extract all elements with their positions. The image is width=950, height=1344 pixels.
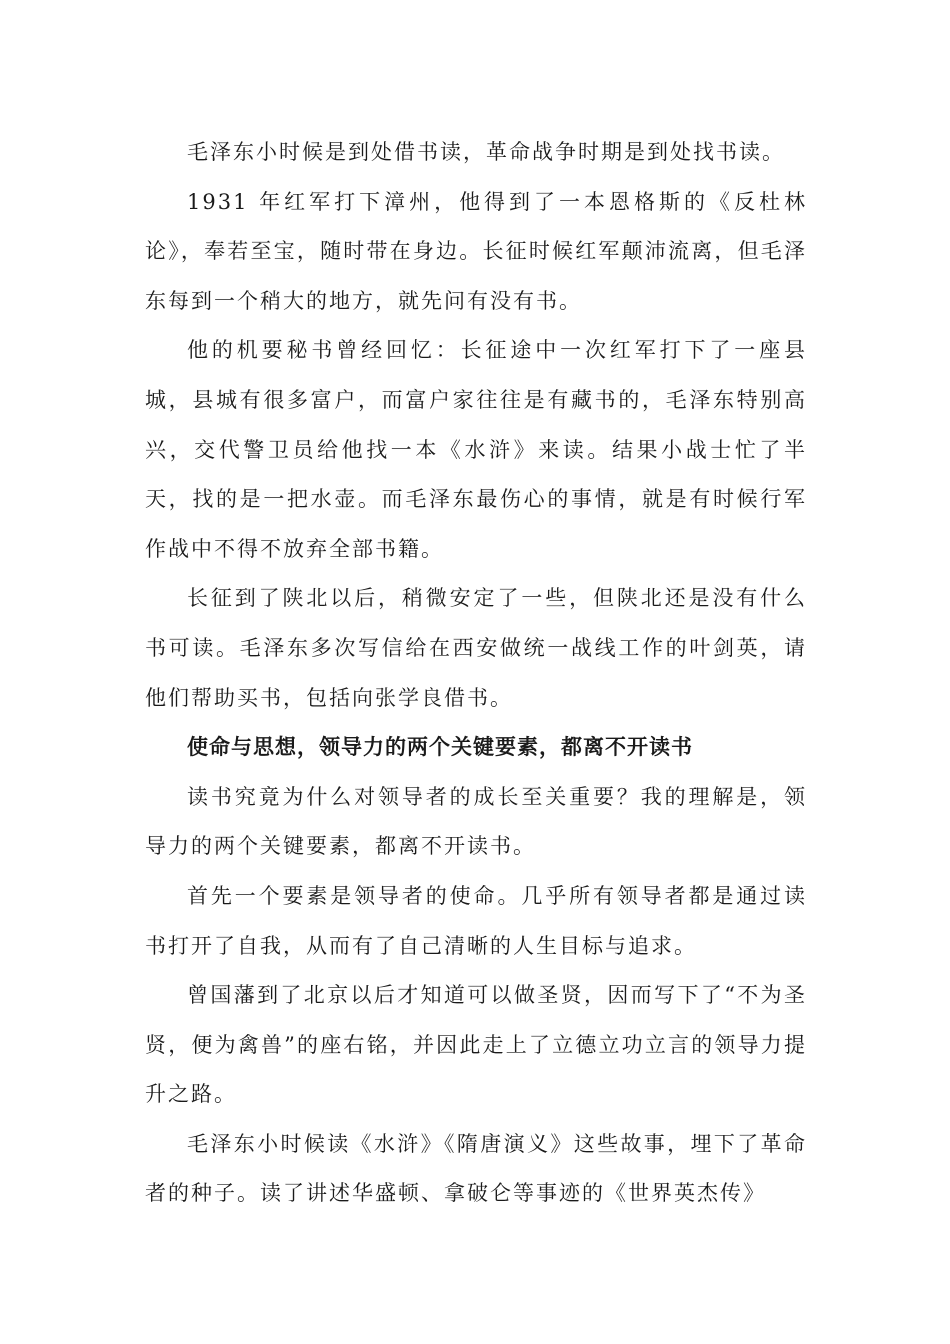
paragraph-3: 他的机要秘书曾经回忆：长征途中一次红军打下了一座县城，县城有很多富户，而富户家往往是有藏书的，毛泽东特别高兴，交代警卫员给他找一本《水浒》来读。结果小战士忙了半天，找的是一把水壶。而毛泽东最伤心的事情，就是有时候行军作战中不得不放弃全部书籍。 [145, 338, 807, 561]
paragraph-7: 曾国藩到了北京以后才知道可以做圣贤，因而写下了“不为圣贤，便为禽兽”的座右铭，并因此走上了立德立功立言的领导力提升之路。 [145, 983, 807, 1107]
paragraph-5: 读书究竟为什么对领导者的成长至关重要？我的理解是，领导力的两个关键要素，都离不开读书。 [145, 784, 807, 859]
paragraph-2: 1931 年红军打下漳州，他得到了一本恩格斯的《反杜林论》，奉若至宝，随时带在身边。长征时候红军颠沛流离，但毛泽东每到一个稍大的地方，就先问有没有书。 [145, 189, 807, 313]
paragraph-6: 首先一个要素是领导者的使命。几乎所有领导者都是通过读书打开了自我，从而有了自己清晰的人生目标与追求。 [145, 883, 807, 958]
paragraph-1: 毛泽东小时候是到处借书读，革命战争时期是到处找书读。 [187, 140, 785, 164]
section-heading: 使命与思想，领导力的两个关键要素，都离不开读书 [187, 735, 693, 760]
paragraph-4: 长征到了陕北以后，稍微安定了一些，但陕北还是没有什么书可读。毛泽东多次写信给在西安做统一战线工作的叶剑英，请他们帮助买书，包括向张学良借书。 [145, 586, 807, 710]
document-body [145, 128, 807, 1219]
paragraph-8: 毛泽东小时候读《水浒》《隋唐演义》这些故事，埋下了革命者的种子。读了讲述华盛顿、拿破仑等事迹的《世界英杰传》 [145, 1131, 807, 1206]
